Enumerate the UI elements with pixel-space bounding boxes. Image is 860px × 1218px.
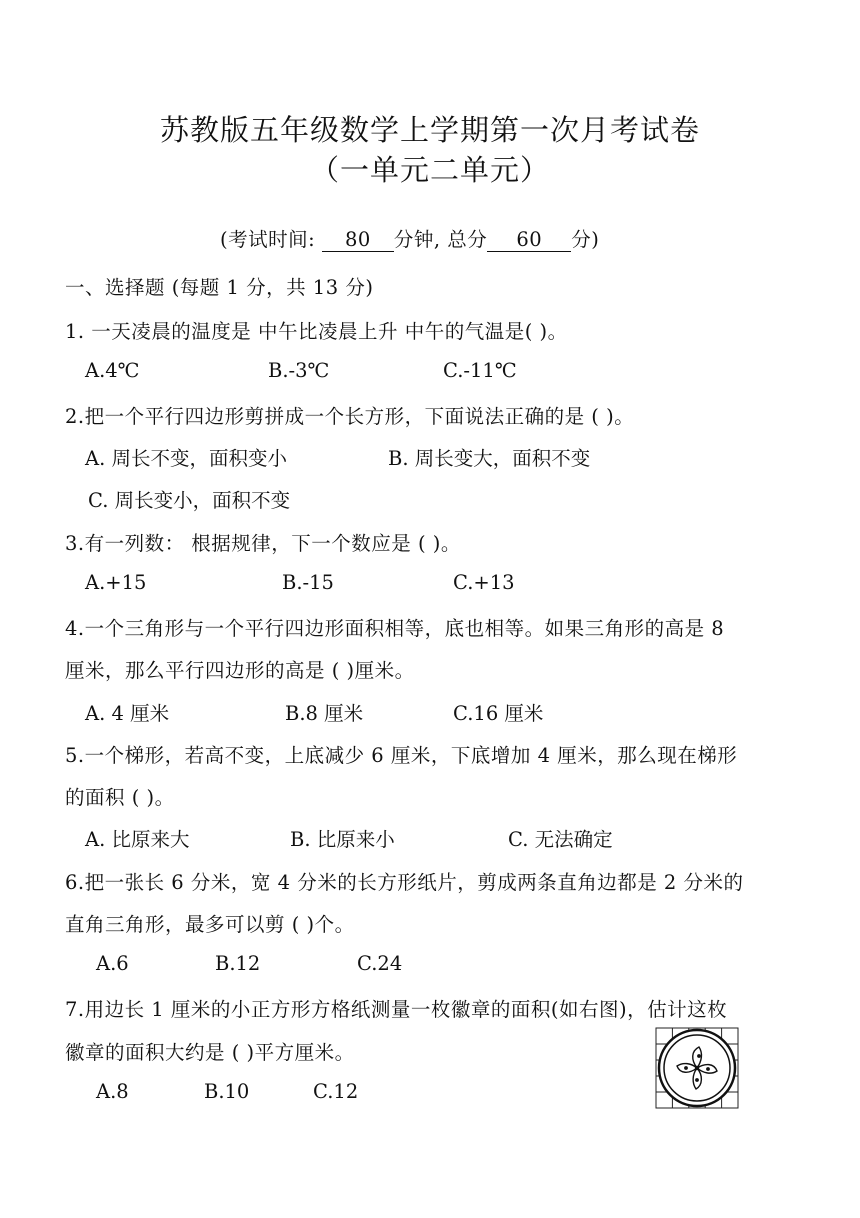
exam-info-prefix: (考试时间: [220, 228, 322, 251]
section-heading: 一、选择题 (每题 1 分，共 13 分) [65, 276, 374, 299]
exam-title: 苏教版五年级数学上学期第一次月考试卷 [159, 113, 700, 147]
option-a: A. 周长不变，面积变小 [85, 447, 287, 470]
question-text: 5.一个梯形，若高不变，上底减少 6 厘米，下底增加 4 厘米，那么现在梯形 [65, 744, 738, 767]
exam-score-blank: 60 [487, 229, 571, 252]
exam-time-blank: 80 [322, 229, 394, 252]
option-c: C.+13 [453, 571, 515, 594]
option-a: A. 比原来大 [85, 828, 190, 851]
option-b: B.12 [215, 952, 261, 975]
question-text: 2.把一个平行四边形剪拼成一个长方形，下面说法正确的是 ( )。 [65, 405, 635, 428]
option-a: A.6 [96, 952, 129, 975]
exam-info-mid: 分钟, 总分 [393, 228, 488, 251]
option-b: B. 周长变大，面积不变 [388, 447, 591, 470]
option-a: A.8 [96, 1080, 129, 1103]
question-text: 4.一个三角形与一个平行四边形面积相等，底也相等。如果三角形的高是 8 [65, 617, 725, 640]
question-text-cont: 直角三角形，最多可以剪 ( )个。 [65, 913, 355, 936]
question-text-cont: 厘米，那么平行四边形的高是 ( )厘米。 [65, 659, 415, 682]
question-text: 1. 一天凌晨的温度是 中午比凌晨上升 中午的气温是( )。 [65, 320, 568, 343]
option-a: A. 4 厘米 [85, 702, 170, 725]
option-c: C. 无法确定 [508, 828, 613, 851]
option-c: C.16 厘米 [453, 702, 544, 725]
option-b: B. 比原来小 [290, 828, 395, 851]
option-b: B.-15 [282, 571, 334, 594]
option-b: B.-3℃ [268, 359, 330, 382]
question-text: 3.有一列数： 根据规律，下一个数应是 ( )。 [65, 532, 461, 555]
option-c: C.12 [313, 1080, 359, 1103]
option-c: C.24 [357, 952, 403, 975]
option-c: C. 周长变小，面积不变 [88, 489, 291, 512]
option-b: B.8 厘米 [285, 702, 364, 725]
option-a: A.+15 [85, 571, 147, 594]
exam-info-suffix: 分) [571, 228, 600, 251]
question-text: 6.把一张长 6 分米，宽 4 分米的长方形纸片，剪成两条直角边都是 2 分米的 [65, 871, 744, 894]
badge-grid-figure [655, 1027, 739, 1109]
exam-info [220, 224, 599, 252]
option-a: A.4℃ [85, 359, 140, 382]
option-b: B.10 [204, 1080, 250, 1103]
option-c: C.-11℃ [443, 359, 517, 382]
question-text: 7.用边长 1 厘米的小正方形方格纸测量一枚徽章的面积(如右图)，估计这枚 [65, 998, 728, 1021]
exam-subtitle: （一单元二单元） [309, 153, 550, 187]
question-text-cont: 的面积 ( )。 [65, 786, 175, 809]
question-text-cont: 徽章的面积大约是 ( )平方厘米。 [65, 1041, 355, 1064]
